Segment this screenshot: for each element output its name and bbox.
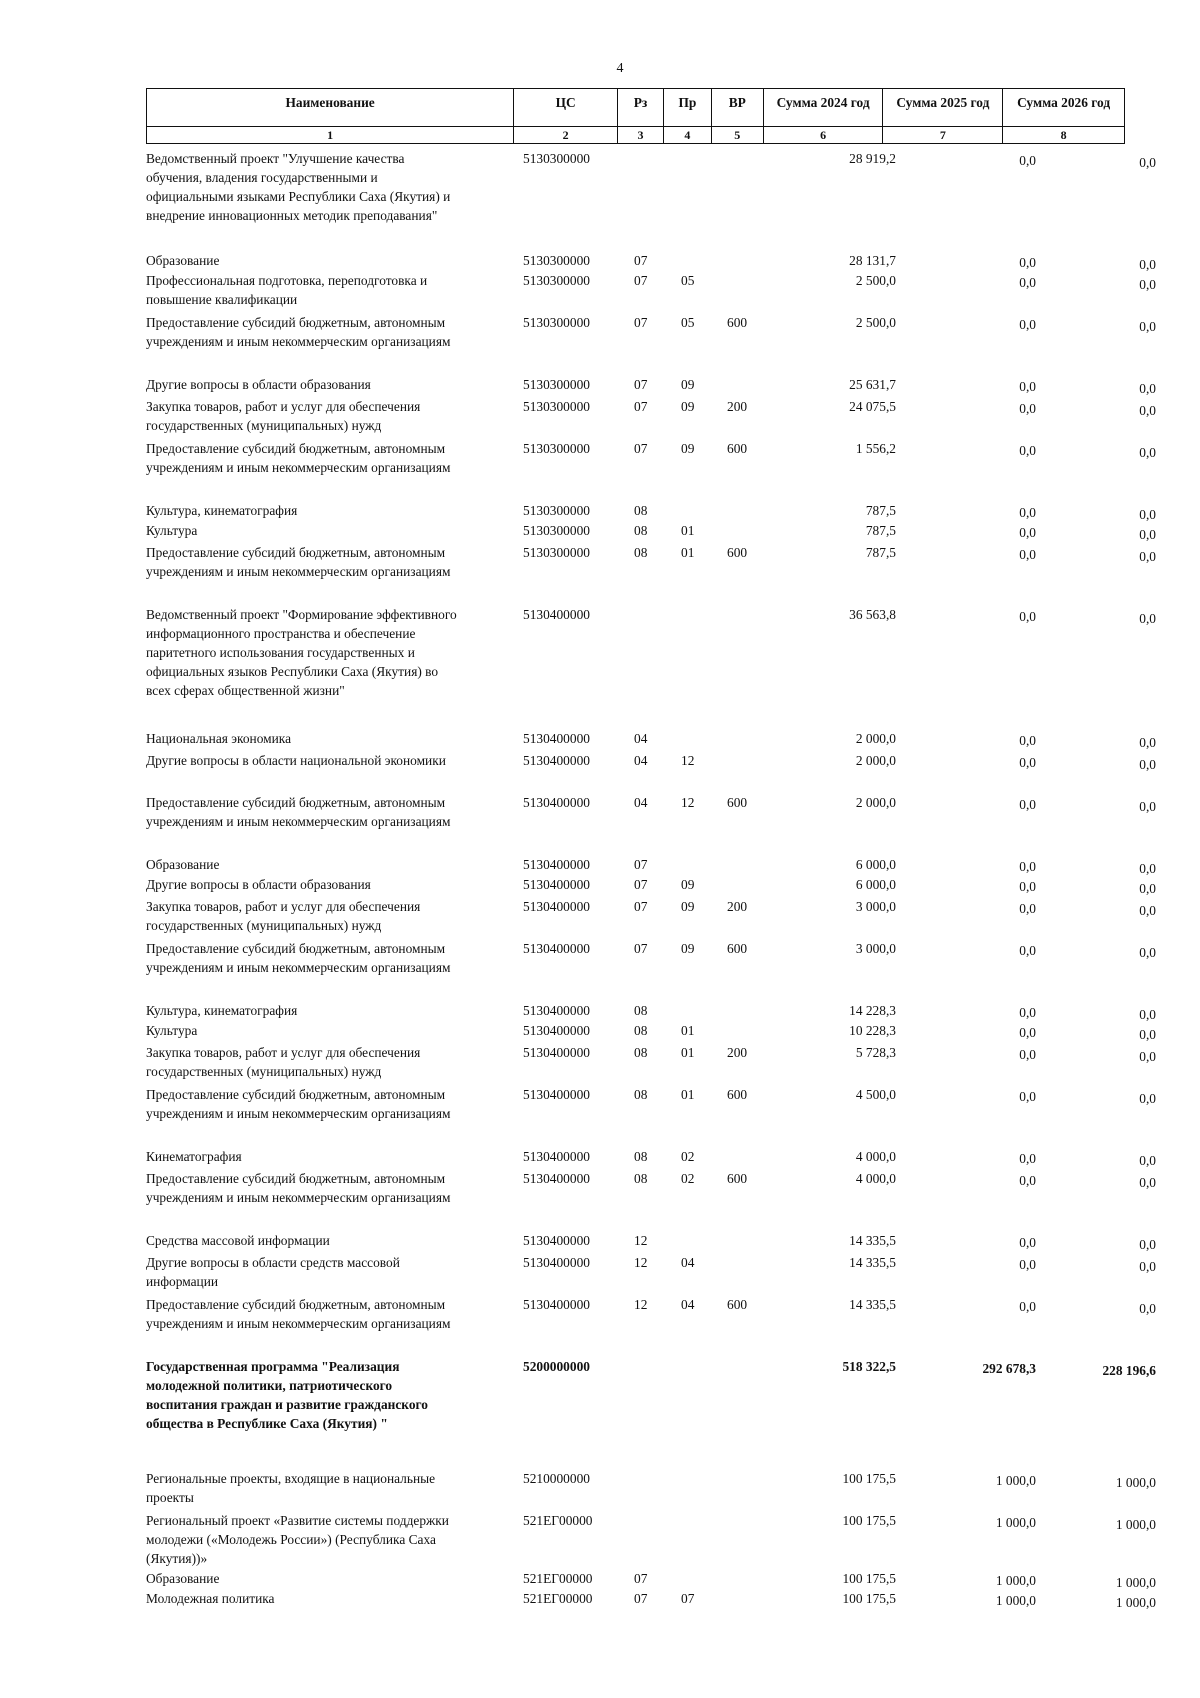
row-sum-2025: 0,0 — [1019, 255, 1036, 270]
row-sum-2025: 0,0 — [1019, 547, 1036, 562]
row-name: Молодежная политика — [146, 1591, 275, 1606]
row-sum-2024: 787,5 — [865, 523, 896, 538]
row-sum-2024: 6 000,0 — [855, 877, 896, 892]
row-name: Культура — [146, 523, 198, 538]
row-pr-code: 07 — [681, 1591, 695, 1606]
row-cs-code: 5130300000 — [523, 503, 590, 518]
row-cs-code: 5130400000 — [523, 1255, 590, 1270]
row-pr-code: 09 — [681, 899, 695, 914]
row-sum-2026: 1 000,0 — [1115, 1517, 1156, 1532]
row-sum-2024: 787,5 — [865, 545, 896, 560]
row-name: Другие вопросы в области средств массовой информации — [146, 1255, 400, 1289]
row-name: Средства массовой информации — [146, 1233, 330, 1248]
row-rz-code: 07 — [634, 941, 648, 956]
row-sum-2024: 14 335,5 — [849, 1233, 896, 1248]
column-number: 4 — [664, 127, 712, 143]
row-sum-2024: 100 175,5 — [842, 1591, 896, 1606]
row-sum-2026: 0,0 — [1139, 1049, 1156, 1064]
row-sum-2025: 0,0 — [1019, 1235, 1036, 1250]
row-sum-2025: 0,0 — [1019, 943, 1036, 958]
row-sum-2024: 10 228,3 — [849, 1023, 896, 1038]
row-cs-code: 5130400000 — [523, 1149, 590, 1164]
row-name: Предоставление субсидий бюджетным, автономным учреждениям и иным некоммерческим организациям — [146, 1087, 451, 1121]
row-vr-code: 600 — [727, 941, 748, 956]
row-sum-2024: 518 322,5 — [842, 1359, 896, 1374]
row-sum-2025: 0,0 — [1019, 275, 1036, 290]
row-cs-code: 5130400000 — [523, 1045, 590, 1060]
row-cs-code: 5130300000 — [523, 441, 590, 456]
row-sum-2024: 28 919,2 — [849, 151, 896, 166]
row-sum-2025: 0,0 — [1019, 153, 1036, 168]
row-name: Предоставление субсидий бюджетным, автономным учреждениям и иным некоммерческим организациям — [146, 441, 451, 475]
row-rz-code: 07 — [634, 253, 648, 268]
row-name: Кинематография — [146, 1149, 242, 1164]
row-rz-code: 08 — [634, 523, 648, 538]
row-rz-code: 07 — [634, 315, 648, 330]
row-pr-code: 01 — [681, 1023, 695, 1038]
row-sum-2025: 0,0 — [1019, 1025, 1036, 1040]
row-rz-code: 07 — [634, 899, 648, 914]
row-rz-code: 08 — [634, 1171, 648, 1186]
row-name: Национальная экономика — [146, 731, 292, 746]
table-header — [146, 88, 1125, 144]
row-vr-code: 600 — [727, 315, 748, 330]
column-number: 6 — [764, 127, 884, 143]
row-name: Предоставление субсидий бюджетным, автономным учреждениям и иным некоммерческим организациям — [146, 545, 451, 579]
row-pr-code: 12 — [681, 795, 695, 810]
row-vr-code: 200 — [727, 399, 748, 414]
row-sum-2025: 0,0 — [1019, 1299, 1036, 1314]
row-sum-2025: 0,0 — [1019, 733, 1036, 748]
row-sum-2026: 1 000,0 — [1115, 1575, 1156, 1590]
row-sum-2025: 1 000,0 — [995, 1515, 1036, 1530]
row-sum-2025: 0,0 — [1019, 1047, 1036, 1062]
row-sum-2024: 14 228,3 — [849, 1003, 896, 1018]
row-rz-code: 08 — [634, 1023, 648, 1038]
row-cs-code: 5130400000 — [523, 1023, 590, 1038]
row-name: Государственная программа "Реализация молодежной политики, патриотического воспитания граждан и развитие гражданского общества в Республике Саха (Якутия) " — [146, 1359, 428, 1431]
row-rz-code: 04 — [634, 795, 648, 810]
row-sum-2025: 0,0 — [1019, 505, 1036, 520]
row-sum-2025: 0,0 — [1019, 1173, 1036, 1188]
row-sum-2025: 292 678,3 — [982, 1361, 1036, 1376]
row-sum-2026: 0,0 — [1139, 1259, 1156, 1274]
row-pr-code: 09 — [681, 441, 695, 456]
row-cs-code: 5200000000 — [523, 1359, 590, 1374]
row-cs-code: 5130400000 — [523, 1003, 590, 1018]
row-sum-2026: 0,0 — [1139, 881, 1156, 896]
header-rz: Рз — [618, 89, 664, 126]
row-sum-2025: 0,0 — [1019, 1089, 1036, 1104]
row-sum-2025: 0,0 — [1019, 859, 1036, 874]
row-pr-code: 04 — [681, 1297, 695, 1312]
row-rz-code: 08 — [634, 1149, 648, 1164]
row-sum-2024: 4 000,0 — [855, 1171, 896, 1186]
row-pr-code: 09 — [681, 377, 695, 392]
row-sum-2026: 0,0 — [1139, 861, 1156, 876]
row-pr-code: 02 — [681, 1171, 695, 1186]
row-pr-code: 05 — [681, 315, 695, 330]
row-rz-code: 08 — [634, 1045, 648, 1060]
row-sum-2026: 0,0 — [1139, 1027, 1156, 1042]
row-cs-code: 5130300000 — [523, 273, 590, 288]
row-sum-2024: 25 631,7 — [849, 377, 896, 392]
row-rz-code: 07 — [634, 399, 648, 414]
header-sum-2026: Сумма 2026 год — [1017, 95, 1111, 110]
row-sum-2024: 2 500,0 — [855, 273, 896, 288]
header-vr: ВР — [712, 89, 764, 126]
row-vr-code: 600 — [727, 1087, 748, 1102]
row-sum-2024: 14 335,5 — [849, 1297, 896, 1312]
row-cs-code: 5130400000 — [523, 1297, 590, 1312]
header-sum-2025: Сумма 2025 год — [883, 89, 1003, 126]
row-sum-2026: 0,0 — [1139, 799, 1156, 814]
row-cs-code: 5130400000 — [523, 941, 590, 956]
row-sum-2026: 0,0 — [1139, 1091, 1156, 1106]
row-sum-2025: 1 000,0 — [995, 1573, 1036, 1588]
row-pr-code: 04 — [681, 1255, 695, 1270]
row-sum-2024: 1 556,2 — [855, 441, 896, 456]
row-cs-code: 5130300000 — [523, 151, 590, 166]
row-sum-2026: 0,0 — [1139, 277, 1156, 292]
row-rz-code: 08 — [634, 503, 648, 518]
header-cs: ЦС — [514, 89, 618, 126]
row-sum-2025: 0,0 — [1019, 379, 1036, 394]
row-sum-2026: 0,0 — [1139, 1301, 1156, 1316]
row-sum-2026: 228 196,6 — [1102, 1363, 1156, 1378]
row-cs-code: 5130400000 — [523, 607, 590, 622]
row-cs-code: 5130400000 — [523, 857, 590, 872]
row-sum-2024: 100 175,5 — [842, 1571, 896, 1586]
column-number: 7 — [883, 127, 1003, 143]
row-sum-2026: 0,0 — [1139, 257, 1156, 272]
row-sum-2025: 0,0 — [1019, 797, 1036, 812]
row-vr-code: 200 — [727, 899, 748, 914]
row-name: Предоставление субсидий бюджетным, автономным учреждениям и иным некоммерческим организациям — [146, 795, 451, 829]
row-vr-code: 200 — [727, 1045, 748, 1060]
row-sum-2024: 6 000,0 — [855, 857, 896, 872]
row-sum-2026: 0,0 — [1139, 1175, 1156, 1190]
row-name: Региональный проект «Развитие системы поддержки молодежи («Молодежь России») (Республика Саха (Якутия))» — [146, 1513, 449, 1566]
row-rz-code: 04 — [634, 753, 648, 768]
row-sum-2024: 2 500,0 — [855, 315, 896, 330]
column-number: 5 — [712, 127, 764, 143]
row-cs-code: 5130300000 — [523, 253, 590, 268]
row-pr-code: 01 — [681, 1087, 695, 1102]
row-sum-2024: 2 000,0 — [855, 795, 896, 810]
row-name: Культура — [146, 1023, 198, 1038]
row-name: Образование — [146, 1571, 220, 1586]
row-sum-2024: 2 000,0 — [855, 731, 896, 746]
row-name: Другие вопросы в области образования — [146, 877, 371, 892]
row-sum-2025: 0,0 — [1019, 1005, 1036, 1020]
row-sum-2025: 0,0 — [1019, 901, 1036, 916]
row-sum-2024: 3 000,0 — [855, 941, 896, 956]
row-rz-code: 08 — [634, 1003, 648, 1018]
row-name: Закупка товаров, работ и услуг для обеспечения государственных (муниципальных) нужд — [146, 1045, 421, 1079]
row-sum-2024: 36 563,8 — [849, 607, 896, 622]
row-rz-code: 08 — [634, 545, 648, 560]
row-sum-2024: 4 000,0 — [855, 1149, 896, 1164]
header-sum-2024: Сумма 2024 год — [764, 89, 884, 126]
row-sum-2026: 0,0 — [1139, 507, 1156, 522]
row-vr-code: 600 — [727, 1171, 748, 1186]
row-cs-code: 521ЕГ00000 — [523, 1513, 593, 1528]
row-sum-2024: 787,5 — [865, 503, 896, 518]
row-name: Предоставление субсидий бюджетным, автономным учреждениям и иным некоммерческим организациям — [146, 315, 451, 349]
row-cs-code: 5130400000 — [523, 1087, 590, 1102]
header-name: Наименование — [147, 89, 514, 126]
page-number: 4 — [616, 61, 624, 76]
column-number: 2 — [514, 127, 618, 143]
row-name: Культура, кинематография — [146, 1003, 298, 1018]
row-sum-2026: 0,0 — [1139, 319, 1156, 334]
row-rz-code: 12 — [634, 1233, 648, 1248]
row-cs-code: 521ЕГ00000 — [523, 1571, 593, 1586]
row-name: Региональные проекты, входящие в национальные проекты — [146, 1471, 436, 1505]
row-rz-code: 07 — [634, 377, 648, 392]
row-cs-code: 5130400000 — [523, 899, 590, 914]
row-sum-2025: 0,0 — [1019, 317, 1036, 332]
row-name: Профессиональная подготовка, переподготовка и повышение квалификации — [146, 273, 428, 307]
row-name: Ведомственный проект "Формирование эффективного информационного пространства и обеспечение паритетного использования государственных и официальных языков Республики Саха (Якутия) во всех сферах общественной жизни" — [146, 607, 457, 698]
row-sum-2024: 5 728,3 — [855, 1045, 896, 1060]
row-sum-2025: 0,0 — [1019, 525, 1036, 540]
row-name: Другие вопросы в области национальной экономики — [146, 753, 446, 768]
column-number: 1 — [147, 127, 514, 143]
row-sum-2026: 0,0 — [1139, 1153, 1156, 1168]
row-pr-code: 09 — [681, 877, 695, 892]
row-sum-2026: 0,0 — [1139, 611, 1156, 626]
row-cs-code: 5130300000 — [523, 523, 590, 538]
row-name: Другие вопросы в области образования — [146, 377, 371, 392]
row-rz-code: 07 — [634, 877, 648, 892]
row-rz-code: 07 — [634, 441, 648, 456]
row-sum-2025: 0,0 — [1019, 609, 1036, 624]
row-sum-2024: 14 335,5 — [849, 1255, 896, 1270]
row-sum-2026: 0,0 — [1139, 945, 1156, 960]
row-vr-code: 600 — [727, 545, 748, 560]
row-sum-2026: 0,0 — [1139, 1237, 1156, 1252]
row-sum-2026: 1 000,0 — [1115, 1595, 1156, 1610]
row-name: Предоставление субсидий бюджетным, автономным учреждениям и иным некоммерческим организациям — [146, 1171, 451, 1205]
row-sum-2026: 0,0 — [1139, 903, 1156, 918]
row-rz-code: 12 — [634, 1297, 648, 1312]
row-rz-code: 07 — [634, 273, 648, 288]
row-pr-code: 09 — [681, 941, 695, 956]
row-sum-2024: 2 000,0 — [855, 753, 896, 768]
row-sum-2026: 0,0 — [1139, 1007, 1156, 1022]
row-name: Предоставление субсидий бюджетным, автономным учреждениям и иным некоммерческим организациям — [146, 941, 451, 975]
row-sum-2026: 0,0 — [1139, 735, 1156, 750]
row-sum-2026: 0,0 — [1139, 381, 1156, 396]
row-sum-2025: 1 000,0 — [995, 1593, 1036, 1608]
row-pr-code: 02 — [681, 1149, 695, 1164]
row-rz-code: 04 — [634, 731, 648, 746]
row-pr-code: 01 — [681, 545, 695, 560]
row-sum-2026: 0,0 — [1139, 403, 1156, 418]
row-cs-code: 5130400000 — [523, 877, 590, 892]
row-cs-code: 5130300000 — [523, 315, 590, 330]
row-sum-2026: 0,0 — [1139, 155, 1156, 170]
row-pr-code: 01 — [681, 1045, 695, 1060]
row-vr-code: 600 — [727, 795, 748, 810]
row-sum-2025: 0,0 — [1019, 1257, 1036, 1272]
row-sum-2026: 0,0 — [1139, 549, 1156, 564]
column-number-row — [146, 127, 1125, 144]
column-number: 3 — [618, 127, 664, 143]
row-pr-code: 05 — [681, 273, 695, 288]
row-cs-code: 5130400000 — [523, 1233, 590, 1248]
row-sum-2024: 4 500,0 — [855, 1087, 896, 1102]
row-sum-2026: 1 000,0 — [1115, 1475, 1156, 1490]
row-cs-code: 5130400000 — [523, 1171, 590, 1186]
row-sum-2024: 24 075,5 — [849, 399, 896, 414]
row-sum-2024: 28 131,7 — [849, 253, 896, 268]
row-rz-code: 07 — [634, 1591, 648, 1606]
header-pr: Пр — [664, 89, 712, 126]
row-cs-code: 5130400000 — [523, 753, 590, 768]
row-sum-2025: 0,0 — [1019, 443, 1036, 458]
row-name: Предоставление субсидий бюджетным, автономным учреждениям и иным некоммерческим организациям — [146, 1297, 451, 1331]
row-sum-2025: 0,0 — [1019, 401, 1036, 416]
row-sum-2024: 100 175,5 — [842, 1471, 896, 1486]
row-name: Образование — [146, 857, 220, 872]
row-cs-code: 5130300000 — [523, 399, 590, 414]
row-sum-2026: 0,0 — [1139, 757, 1156, 772]
row-cs-code: 521ЕГ00000 — [523, 1591, 593, 1606]
row-cs-code: 5130300000 — [523, 545, 590, 560]
row-pr-code: 09 — [681, 399, 695, 414]
row-cs-code: 5210000000 — [523, 1471, 590, 1486]
row-sum-2025: 0,0 — [1019, 879, 1036, 894]
row-rz-code: 07 — [634, 857, 648, 872]
row-name: Закупка товаров, работ и услуг для обеспечения государственных (муниципальных) нужд — [146, 399, 421, 433]
row-name: Ведомственный проект "Улучшение качества обучения, владения государственными и официальными языками Республики Саха (Якутия) и внедрение инновационных методик преподавания" — [146, 151, 451, 223]
row-rz-code: 08 — [634, 1087, 648, 1102]
row-sum-2024: 3 000,0 — [855, 899, 896, 914]
row-rz-code: 07 — [634, 1571, 648, 1586]
row-name: Культура, кинематография — [146, 503, 298, 518]
row-sum-2025: 1 000,0 — [995, 1473, 1036, 1488]
row-rz-code: 12 — [634, 1255, 648, 1270]
header-row — [146, 88, 1125, 127]
row-sum-2024: 100 175,5 — [842, 1513, 896, 1528]
row-cs-code: 5130400000 — [523, 731, 590, 746]
column-number: 8 — [1060, 128, 1067, 142]
row-sum-2025: 0,0 — [1019, 755, 1036, 770]
row-name: Закупка товаров, работ и услуг для обеспечения государственных (муниципальных) нужд — [146, 899, 421, 933]
row-cs-code: 5130400000 — [523, 795, 590, 810]
row-name: Образование — [146, 253, 220, 268]
row-sum-2025: 0,0 — [1019, 1151, 1036, 1166]
row-vr-code: 600 — [727, 441, 748, 456]
row-vr-code: 600 — [727, 1297, 748, 1312]
row-sum-2026: 0,0 — [1139, 527, 1156, 542]
row-cs-code: 5130300000 — [523, 377, 590, 392]
row-sum-2026: 0,0 — [1139, 445, 1156, 460]
row-pr-code: 01 — [681, 523, 695, 538]
row-pr-code: 12 — [681, 753, 695, 768]
